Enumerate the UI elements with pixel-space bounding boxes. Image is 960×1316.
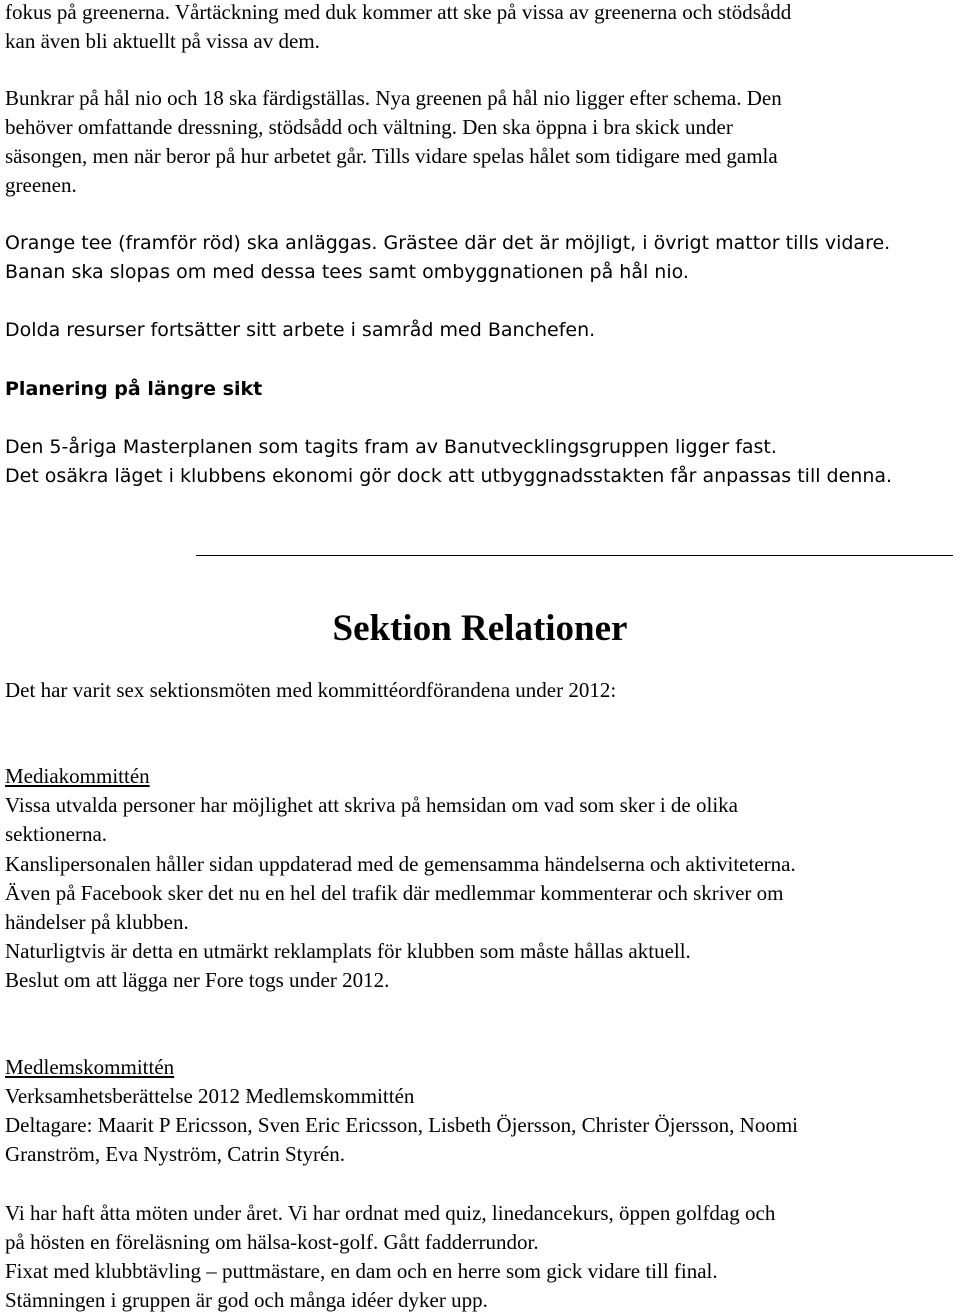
horizontal-rule — [196, 555, 953, 556]
paragraph-line: Banan ska slopas om med dessa tees samt ombyggnationen på hål nio. — [5, 261, 689, 283]
paragraph-line: greenen. — [5, 173, 77, 197]
subsection-heading: Mediakommittén — [5, 764, 150, 788]
paragraph-line: kan även bli aktuellt på vissa av dem. — [5, 29, 320, 53]
paragraph-line: behöver omfattande dressning, stödsådd och vältning. Den ska öppna i bra skick under — [5, 115, 733, 139]
paragraph-line: Dolda resurser fortsätter sitt arbete i samråd med Banchefen. — [5, 319, 596, 341]
paragraph-line: Det osäkra läget i klubbens ekonomi gör dock att utbyggnadsstakten får anpassas till denna. — [5, 465, 893, 487]
paragraph-line: Fixat med klubbtävling – puttmästare, en dam och en herre som gick vidare till final. — [5, 1259, 718, 1283]
paragraph-line: Naturligtvis är detta en utmärkt reklamplats för klubben som måste hållas aktuell. — [5, 939, 691, 963]
paragraph-line: Beslut om att lägga ner Fore togs under 2012. — [5, 968, 390, 992]
paragraph-line: Den 5-åriga Masterplanen som tagits fram av Banutvecklingsgruppen ligger fast. — [5, 436, 777, 458]
paragraph-line: säsongen, men när beror på hur arbetet går. Tills vidare spelas hålet som tidigare med gamla — [5, 144, 778, 168]
paragraph-line: Orange tee (framför röd) ska anläggas. Grästee där det är möjligt, i övrigt mattor tills vidare. — [5, 232, 891, 254]
paragraph-line: på hösten en föreläsning om hälsa-kost-golf. Gått fadderrundor. — [5, 1230, 539, 1254]
paragraph-line: Granström, Eva Nyström, Catrin Styrén. — [5, 1142, 346, 1166]
paragraph-line: Bunkrar på hål nio och 18 ska färdigställas. Nya greenen på hål nio ligger efter schema. Den — [5, 86, 782, 110]
paragraph-line: Deltagare: Maarit P Ericsson, Sven Eric Ericsson, Lisbeth Öjersson, Christer Öjersson, Noomi — [5, 1113, 798, 1137]
section-title: Sektion Relationer — [332, 608, 628, 649]
paragraph-line: Även på Facebook sker det nu en hel del trafik där medlemmar kommenterar och skriver om — [5, 881, 784, 905]
paragraph-line: Kanslipersonalen håller sidan uppdaterad med de gemensamma händelserna och aktiviteterna. — [5, 852, 796, 876]
paragraph-line: Verksamhetsberättelse 2012 Medlemskommittén — [5, 1084, 415, 1108]
subheading: Planering på längre sikt — [5, 378, 263, 400]
subsection-heading: Medlemskommittén — [5, 1055, 175, 1079]
paragraph-line: Stämningen i gruppen är god och många idéer dyker upp. — [5, 1288, 488, 1312]
paragraph-line: sektionerna. — [5, 822, 108, 846]
paragraph-line: Vissa utvalda personer har möjlighet att skriva på hemsidan om vad som sker i de olika — [5, 793, 738, 817]
paragraph-line: fokus på greenerna. Vårtäckning med duk kommer att ske på vissa av greenerna och stödsådd — [5, 0, 792, 24]
paragraph-line: händelser på klubben. — [5, 910, 189, 934]
paragraph-line: Vi har haft åtta möten under året. Vi har ordnat med quiz, linedancekurs, öppen golfdag och — [5, 1201, 776, 1225]
paragraph-line: Det har varit sex sektionsmöten med kommittéordförandena under 2012: — [5, 678, 617, 702]
